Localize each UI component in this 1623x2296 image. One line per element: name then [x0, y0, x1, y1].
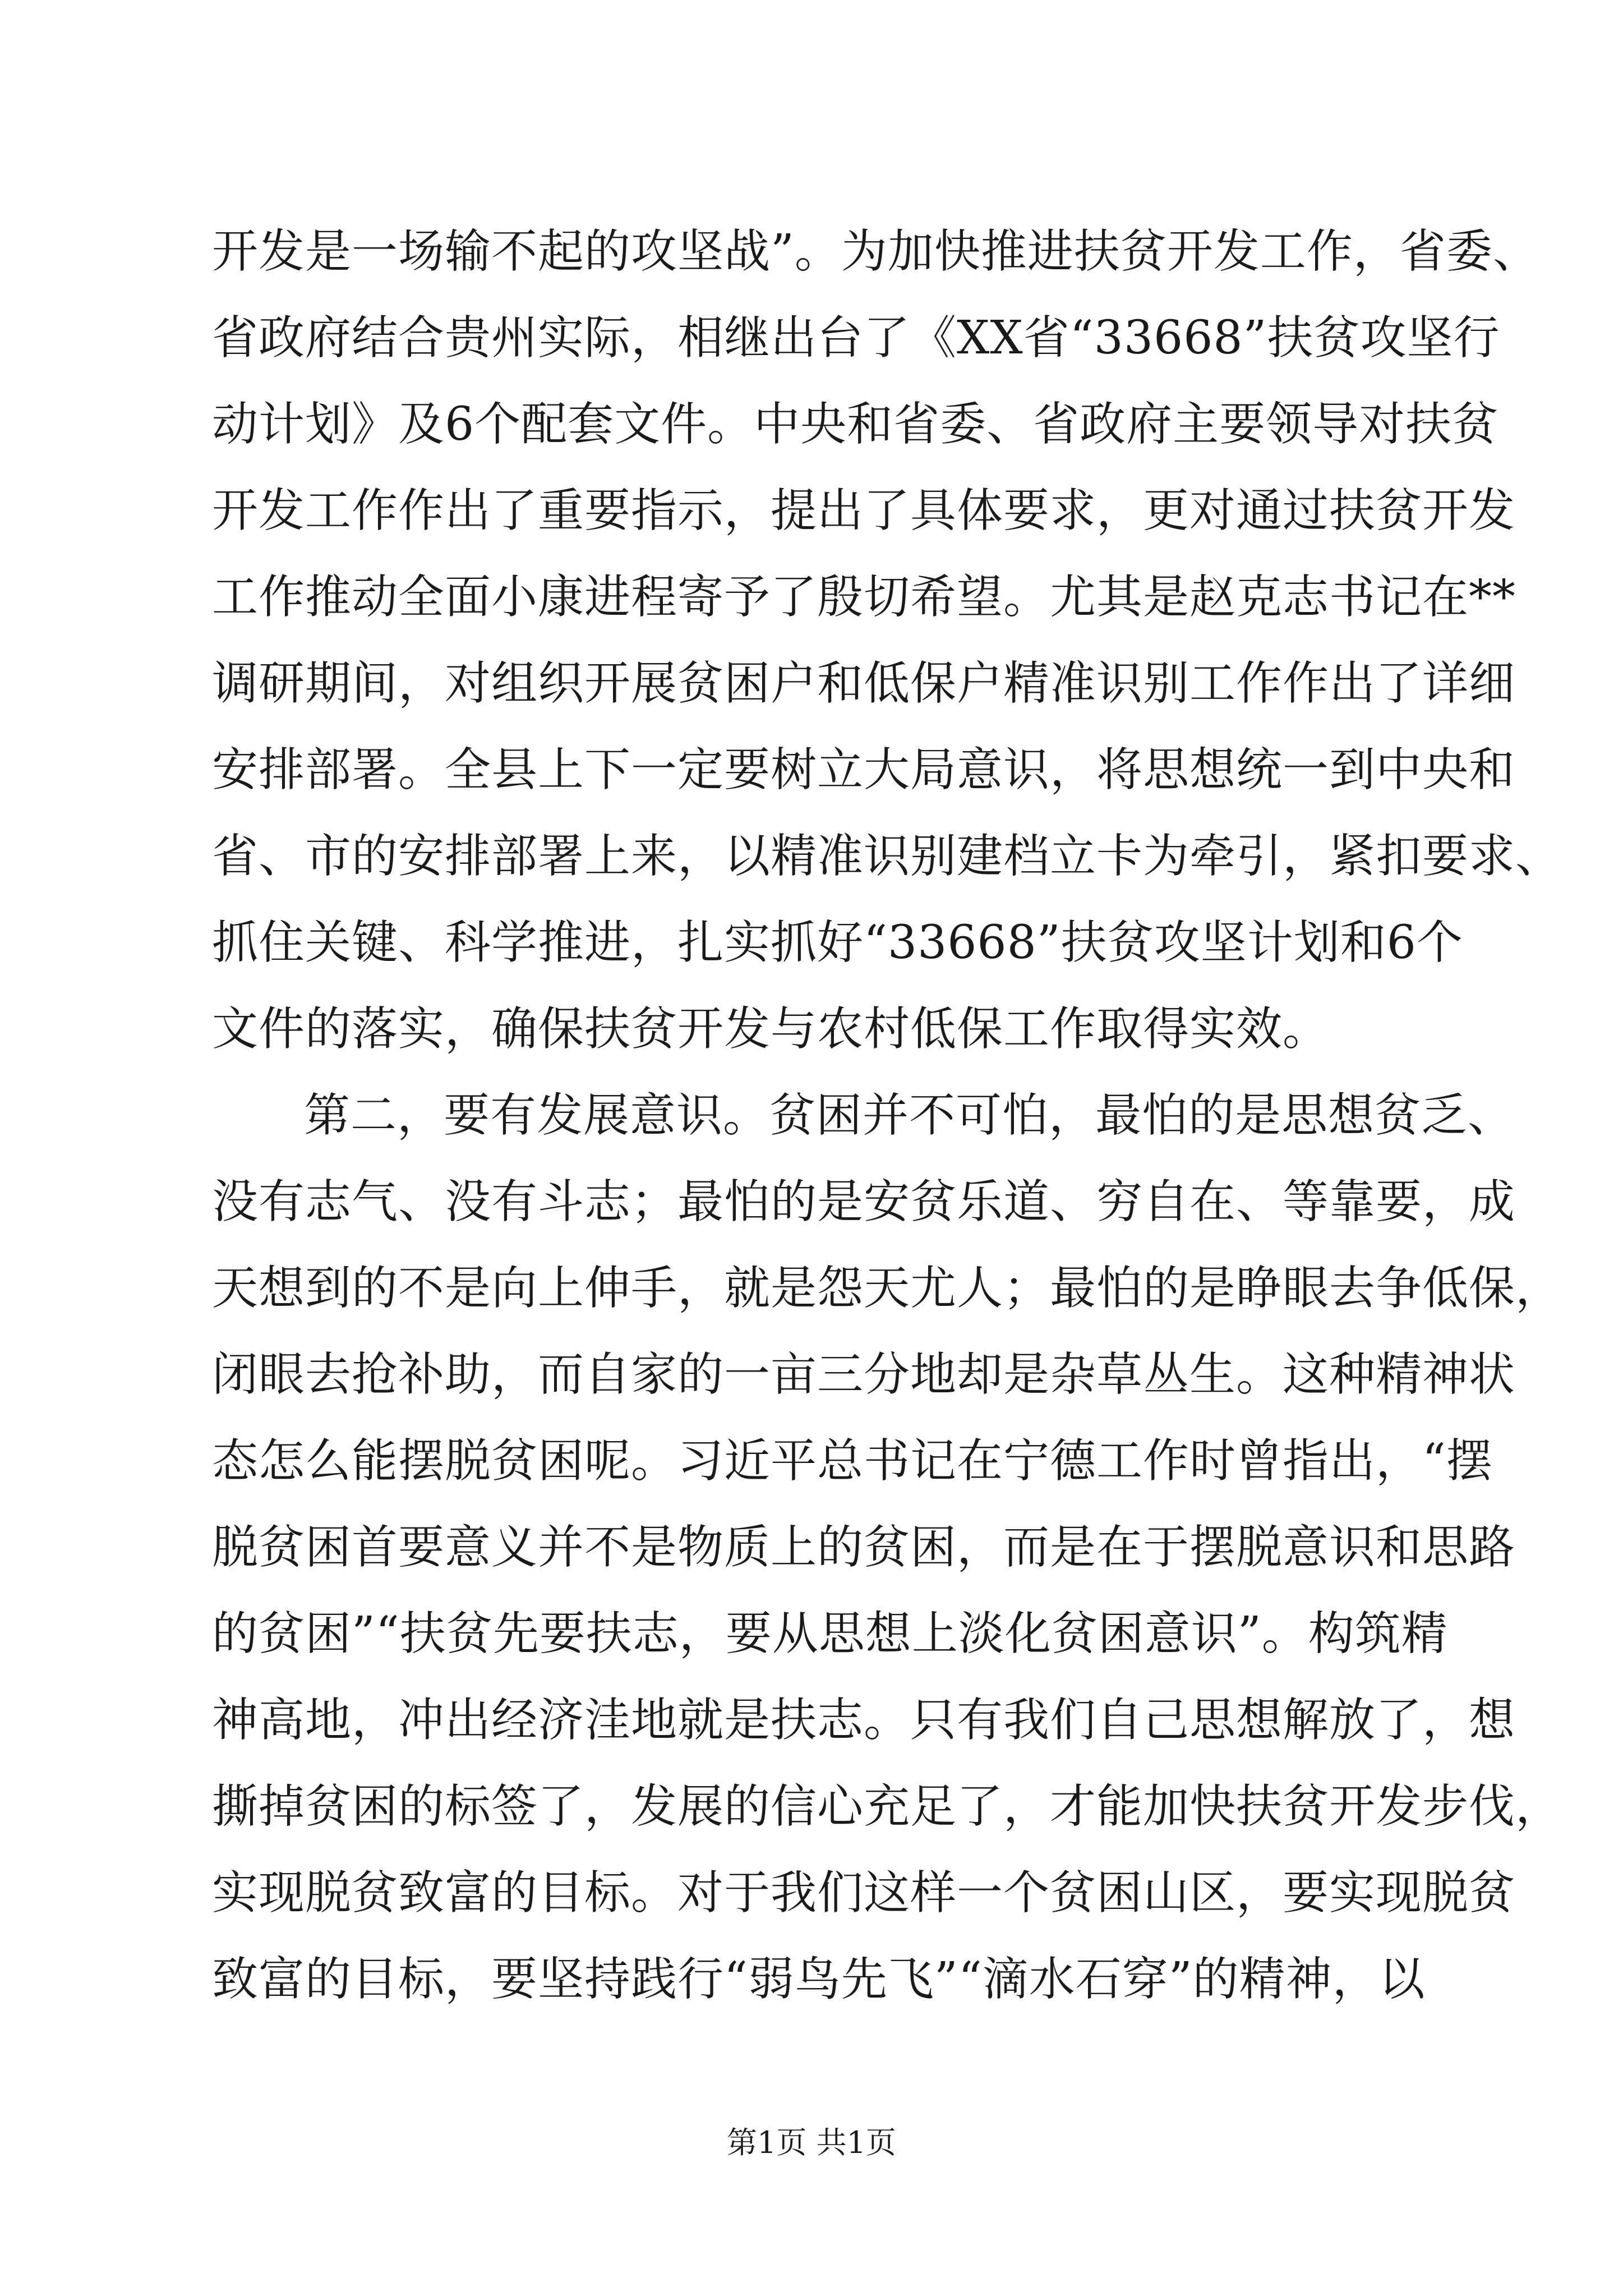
- text-line: 调研期间，对组织开展贫困户和低保户精准识别工作作出了详细: [212, 657, 1516, 710]
- text-line: 文件的落实，确保扶贫开发与农村低保工作取得实效。: [212, 1002, 1330, 1056]
- text-line: 抓住关键、科学推进，扎实抓好“33668”扶贫攻坚计划和6个: [212, 916, 1463, 969]
- document-body: [212, 209, 1562, 2023]
- text-line: 神高地，冲出经济洼地就是扶志。只有我们自己思想解放了，想: [212, 1694, 1516, 1747]
- text-line: 脱贫困首要意义并不是物质上的贫困，而是在于摆脱意识和思路: [212, 1521, 1516, 1574]
- text-line: 省、市的安排部署上来，以精准识别建档立卡为牵引，紧扣要求、: [212, 830, 1562, 883]
- text-line: 开发是一场输不起的攻坚战”。为加快推进扶贫开发工作，省委、: [212, 225, 1539, 278]
- text-line: 没有志气、没有斗志；最怕的是安贫乐道、穷自在、等靠要，成: [212, 1175, 1516, 1228]
- text-line: 工作推动全面小康进程寄予了殷切希望。尤其是赵克志书记在**: [212, 570, 1516, 624]
- text-line: 省政府结合贵州实际，相继出台了《XX省“33668”扶贫攻坚行: [212, 311, 1500, 365]
- paragraph-first-line: 第二，要有发展意识。贫困并不可怕，最怕的是思想贫乏、: [304, 1089, 1515, 1142]
- text-line: 的贫困”“扶贫先要扶志，要从思想上淡化贫困意识”。构筑精: [212, 1607, 1448, 1660]
- page-footer: [0, 2120, 1623, 2165]
- text-line: 撕掉贫困的标签了，发展的信心充足了，才能加快扶贫开发步伐，: [212, 1780, 1562, 1833]
- text-line: 开发工作作出了重要指示，提出了具体要求，更对通过扶贫开发: [212, 484, 1516, 537]
- text-line: 安排部署。全县上下一定要树立大局意识，将思想统一到中央和: [212, 743, 1516, 797]
- text-line: 态怎么能摆脱贫困呢。习近平总书记在宁德工作时曾指出，“摆: [212, 1434, 1493, 1488]
- text-line: 动计划》及6个配套文件。中央和省委、省政府主要领导对扶贫: [212, 398, 1499, 451]
- text-line: 天想到的不是向上伸手，就是怨天尤人；最怕的是睁眼去争低保，: [212, 1262, 1562, 1315]
- text-line: 实现脱贫致富的目标。对于我们这样一个贫困山区，要实现脱贫: [212, 1866, 1516, 1920]
- text-line: 致富的目标，要坚持践行“弱鸟先飞”“滴水石穿”的精神，以: [212, 1953, 1426, 2006]
- text-line: 闭眼去抢补助，而自家的一亩三分地却是杂草丛生。这种精神状: [212, 1348, 1516, 1401]
- page-number: 第1页 共1页: [727, 2125, 896, 2160]
